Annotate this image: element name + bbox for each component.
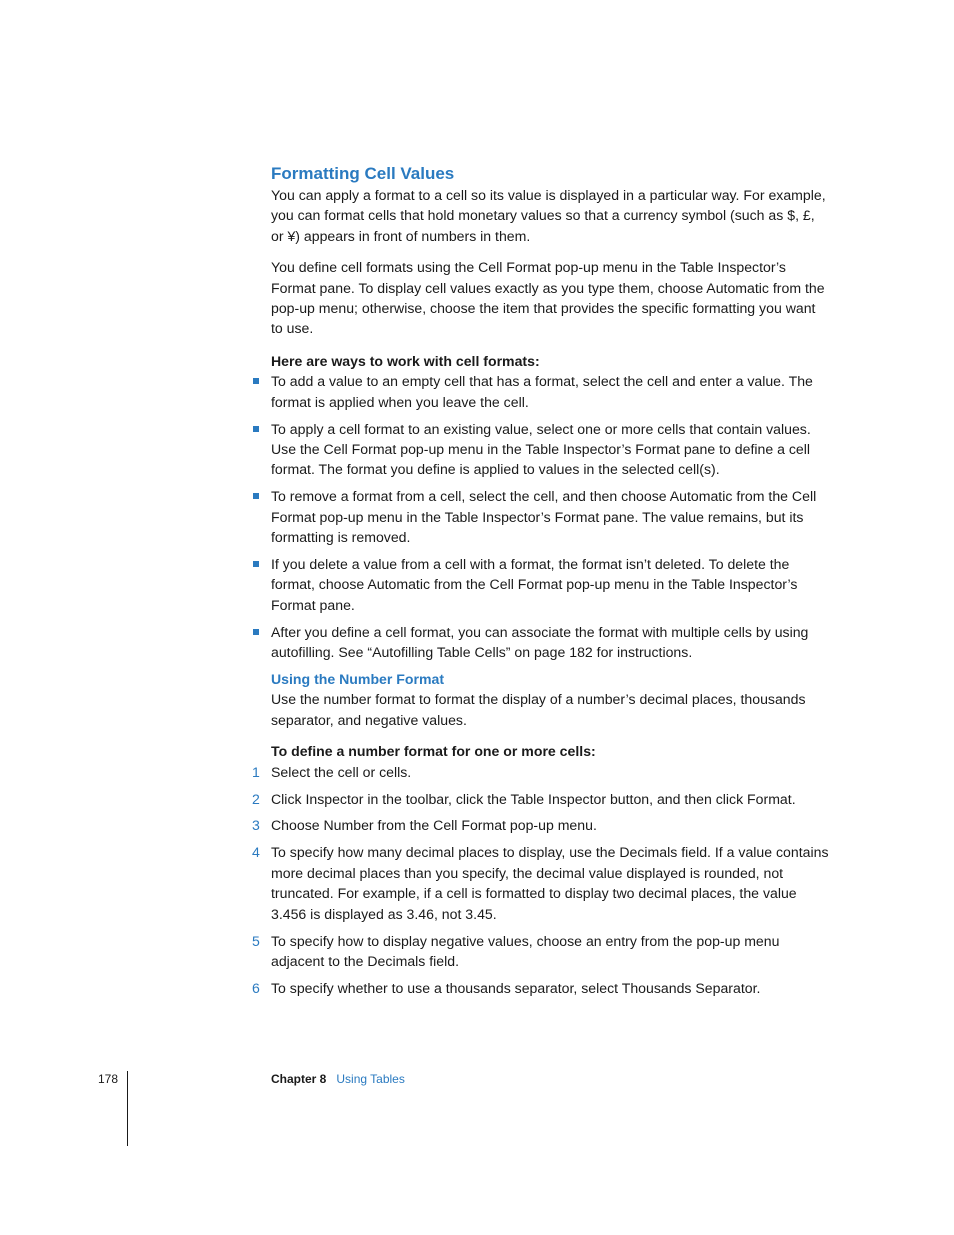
footer-chapter [271, 1072, 405, 1086]
bullet-icon [253, 493, 259, 499]
section-paragraph-2: You define cell formats using the Cell Format pop-up menu in the Table Inspector’s Format pane. To display cell values exactly as you type them, choose Automatic from the pop-up menu; otherwise, choose the item that provides the specific formatting you want to use. [271, 259, 825, 337]
step-number: 2 [252, 790, 260, 807]
step-text: Select the cell or cells. [271, 763, 412, 780]
number-format-steps [252, 762, 831, 999]
list-item [271, 419, 831, 480]
bullet-icon [253, 426, 259, 432]
list-item [271, 371, 831, 412]
step-text: To specify how many decimal places to display, use the Decimals field. If a value contains more decimal places than you specify, the decimal value displayed is rounded, not truncated. For example, if a cell is formatted to display two decimal places, the value 3.456 is displayed as 3.46, not 3.45. [271, 844, 829, 922]
bullet-icon [253, 378, 259, 384]
step-text: Choose Number from the Cell Format pop-up menu. [271, 817, 597, 834]
step-item [252, 978, 831, 998]
list-item [271, 622, 831, 663]
step-text: To specify whether to use a thousands separator, select Thousands Separator. [271, 979, 761, 996]
cell-format-bullet-list [271, 371, 831, 662]
step-item [252, 789, 831, 809]
section-lead: Here are ways to work with cell formats: [271, 352, 540, 369]
chapter-title-link[interactable]: Using Tables [336, 1072, 405, 1086]
list-item-text: To apply a cell format to an existing value, select one or more cells that contain values. Use the Cell Format pop-up menu in the Table Inspector’s Format pane to define a cell format. The format you define is applied to values in the selected cell(s). [271, 420, 811, 478]
subsection-lead: To define a number format for one or more cells: [271, 743, 596, 760]
bullet-icon [253, 561, 259, 567]
chapter-label: Chapter 8 [271, 1072, 327, 1086]
subsection-intro: Use the number format to format the display of a number’s decimal places, thousands separator, and negative values. [271, 691, 806, 728]
section-title: Formatting Cell Values [271, 164, 455, 183]
page-number: 178 [98, 1072, 119, 1086]
step-text: To specify how to display negative values, choose an entry from the pop-up menu adjacent to the Decimals field. [271, 932, 780, 969]
subsection-title: Using the Number Format [271, 671, 445, 688]
list-item-text: To remove a format from a cell, select the cell, and then choose Automatic from the Cell Format pop-up menu in the Table Inspector’s Format pane. The value remains, but its formatting is removed. [271, 488, 817, 546]
step-item [252, 842, 831, 924]
step-number: 1 [252, 763, 260, 780]
list-item-text: After you define a cell format, you can associate the format with multiple cells by using autofilling. See “Autofilling Table Cells” on page 182 for instructions. [271, 623, 809, 661]
step-number: 4 [252, 844, 260, 861]
step-item [252, 762, 831, 782]
list-item [271, 486, 831, 547]
step-number: 5 [252, 932, 260, 949]
footer-divider [127, 1071, 128, 1146]
section-intro: You can apply a format to a cell so its value is displayed in a particular way. For example, you can format cells that hold monetary values so that a currency symbol (such as $, £, or ¥) appears in front of numbers in them. [271, 187, 826, 244]
page-content [252, 163, 831, 1005]
step-text: Click Inspector in the toolbar, click the Table Inspector button, and then click Format. [271, 790, 796, 807]
step-number: 6 [252, 979, 260, 996]
list-item [271, 554, 831, 615]
step-item [252, 815, 831, 835]
step-number: 3 [252, 817, 260, 834]
list-item-text: If you delete a value from a cell with a format, the format isn’t deleted. To delete the format, choose Automatic from the Cell Format pop-up menu in the Table Inspector’s Format pane. [271, 556, 798, 613]
step-item [252, 931, 831, 972]
bullet-icon [253, 629, 259, 635]
list-item-text: To add a value to an empty cell that has a format, select the cell and enter a value. The format is applied when you leave the cell. [271, 373, 813, 410]
